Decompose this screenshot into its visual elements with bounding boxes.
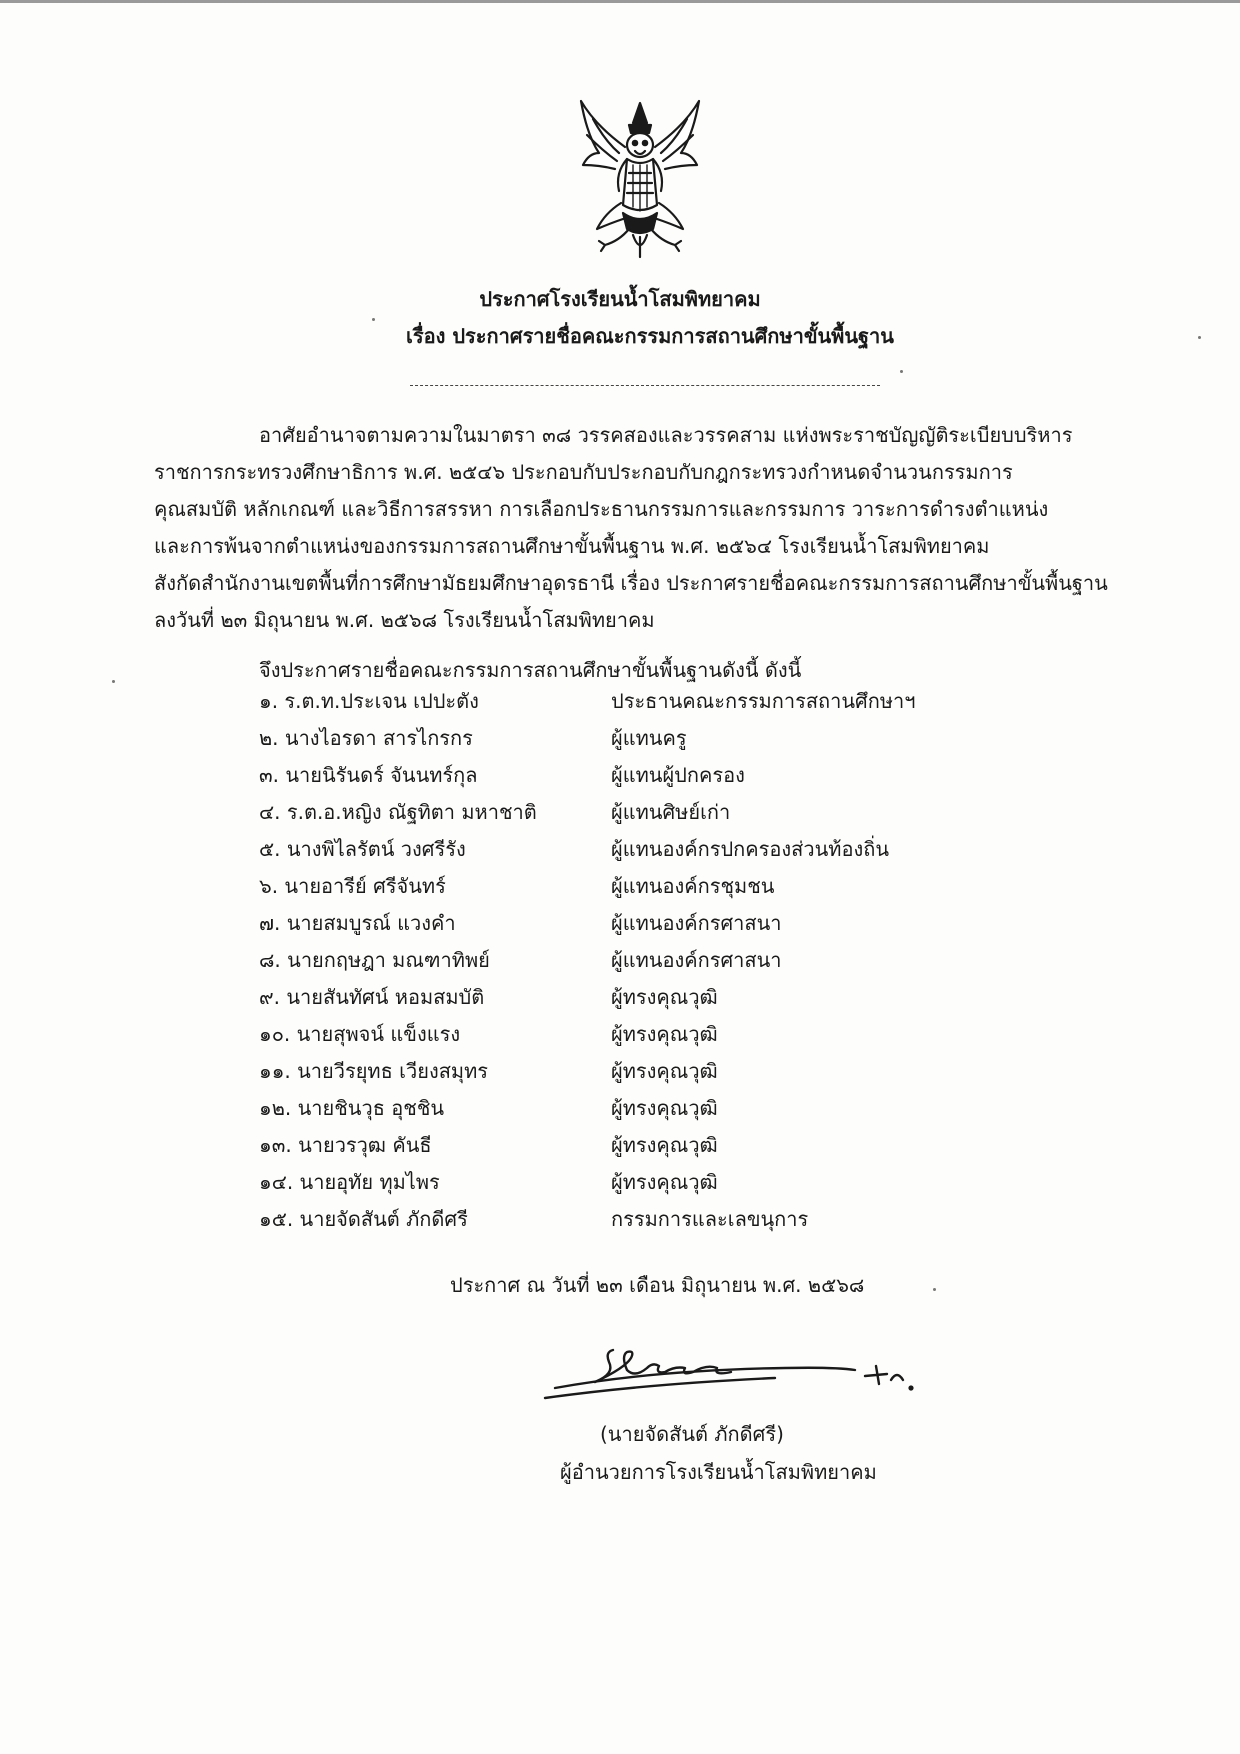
scan-speck xyxy=(933,1288,936,1291)
committee-row xyxy=(259,1090,1139,1127)
member-name: ๙. นายสันทัศน์ หอมสมบัติ xyxy=(259,985,485,1009)
dashed-divider xyxy=(410,385,880,386)
body-paragraph xyxy=(154,417,1129,639)
member-name: ๑๓. นายวรวุฒ คันธี xyxy=(259,1133,432,1157)
member-name: ๑๔. นายอุทัย ทุมไพร xyxy=(259,1170,440,1194)
committee-row xyxy=(259,683,1139,720)
garuda-emblem-icon xyxy=(575,95,705,265)
committee-row xyxy=(259,1016,1139,1053)
body-line: ราชการกระทรวงศึกษาธิการ พ.ศ. ๒๕๔๖ ประกอบกับประกอบกับกฎกระทรวงกำหนดจำนวนกรรมการ xyxy=(154,460,1013,484)
committee-list xyxy=(259,683,1139,1238)
committee-row xyxy=(259,1127,1139,1164)
member-role: ผู้แทนศิษย์เก่า xyxy=(611,800,731,824)
member-name: ๑. ร.ต.ท.ประเจน เปปะตัง xyxy=(259,689,479,713)
committee-row xyxy=(259,979,1139,1016)
body-line: อาศัยอำนาจตามความในมาตรา ๓๘ วรรคสองและวรรคสาม แห่งพระราชบัญญัติระเบียบบริหาร xyxy=(259,423,1073,447)
member-name: ๓. นายนิรันดร์ จันนทร์กุล xyxy=(259,763,478,787)
committee-row xyxy=(259,905,1139,942)
member-role: ผู้ทรงคุณวุฒิ xyxy=(611,1022,718,1046)
body-line: คุณสมบัติ หลักเกณฑ์ และวิธีการสรรหา การเลือกประธานกรรมการและกรรมการ วาระการดำรงตำแหน่ง xyxy=(154,497,1049,521)
body-line: และการพ้นจากตำแหน่งของกรรมการสถานศึกษาขั้นพื้นฐาน พ.ศ. ๒๕๖๔ โรงเรียนน้ำโสมพิทยาคม xyxy=(154,534,990,558)
handwritten-signature-icon xyxy=(535,1340,915,1410)
scan-edge xyxy=(0,0,1240,3)
member-name: ๕. นางพิไลรัตน์ วงศรีรัง xyxy=(259,837,466,861)
member-role: ผู้ทรงคุณวุฒิ xyxy=(611,1059,718,1083)
member-name: ๑๑. นายวีรยุทธ เวียงสมุทร xyxy=(259,1059,489,1083)
member-role: ผู้แทนองค์กรปกครองส่วนท้องถิ่น xyxy=(611,837,890,861)
list-intro: จึงประกาศรายชื่อคณะกรรมการสถานศึกษาขั้นพื้นฐานดังนี้ ดังนี้ xyxy=(259,658,802,682)
committee-row xyxy=(259,1201,1139,1238)
member-name: ๔. ร.ต.อ.หญิง ณัฐทิตา มหาชาติ xyxy=(259,800,537,824)
member-role: ผู้แทนผู้ปกครอง xyxy=(611,763,745,787)
member-role: ผู้แทนองค์กรชุมชน xyxy=(611,874,775,898)
member-role: ผู้แทนองค์กรศาสนา xyxy=(611,911,782,935)
member-role: ผู้ทรงคุณวุฒิ xyxy=(611,1170,718,1194)
member-role: ผู้แทนองค์กรศาสนา xyxy=(611,948,782,972)
announcement-subject: เรื่อง ประกาศรายชื่อคณะกรรมการสถานศึกษาขั้นพื้นฐาน xyxy=(406,324,894,348)
member-name: ๗. นายสมบูรณ์ แวงคำ xyxy=(259,911,456,935)
member-role: กรรมการและเลขนุการ xyxy=(611,1207,809,1231)
committee-row xyxy=(259,831,1139,868)
member-role: ผู้ทรงคุณวุฒิ xyxy=(611,1096,718,1120)
committee-row xyxy=(259,757,1139,794)
member-role: ผู้ทรงคุณวุฒิ xyxy=(611,1133,718,1157)
body-line: สังกัดสำนักงานเขตพื้นที่การศึกษามัธยมศึกษาอุดรธานี เรื่อง ประกาศรายชื่อคณะกรรมการสถานศึกษาขั้นพื้นฐาน xyxy=(154,571,1108,595)
committee-row xyxy=(259,720,1139,757)
member-name: ๖. นายอารีย์ ศรีจันทร์ xyxy=(259,874,446,898)
signer-name: (นายจัดสันต์ ภักดีศรี) xyxy=(600,1422,784,1446)
body-line: ลงวันที่ ๒๓ มิถุนายน พ.ศ. ๒๕๖๘ โรงเรียนน้ำโสมพิทยาคม xyxy=(154,608,655,632)
committee-row xyxy=(259,1164,1139,1201)
member-name: ๑๐. นายสุพจน์ แข็งแรง xyxy=(259,1022,461,1046)
member-name: ๑๒. นายชินวุธ อุชชิน xyxy=(259,1096,445,1120)
scan-speck xyxy=(1198,336,1201,339)
scan-speck xyxy=(372,318,375,321)
member-role: ผู้ทรงคุณวุฒิ xyxy=(611,985,718,1009)
announcement-title: ประกาศโรงเรียนน้ำโสมพิทยาคม xyxy=(479,287,761,311)
committee-row xyxy=(259,942,1139,979)
member-name: ๑๕. นายจัดสันต์ ภักดีศรี xyxy=(259,1207,468,1231)
committee-row xyxy=(259,868,1139,905)
scan-speck xyxy=(112,680,115,683)
committee-row xyxy=(259,794,1139,831)
member-name: ๒. นางไอรดา สารไกรกร xyxy=(259,726,473,750)
member-name: ๘. นายกฤษฎา มณฑาทิพย์ xyxy=(259,948,490,972)
signer-position: ผู้อำนวยการโรงเรียนน้ำโสมพิทยาคม xyxy=(560,1460,877,1484)
member-role: ผู้แทนครู xyxy=(611,726,687,750)
member-role: ประธานคณะกรรมการสถานศึกษาฯ xyxy=(611,689,916,713)
announcement-date: ประกาศ ณ วันที่ ๒๓ เดือน มิถุนายน พ.ศ. ๒๕๖๘ xyxy=(450,1273,865,1297)
committee-row xyxy=(259,1053,1139,1090)
scan-speck xyxy=(900,370,903,373)
